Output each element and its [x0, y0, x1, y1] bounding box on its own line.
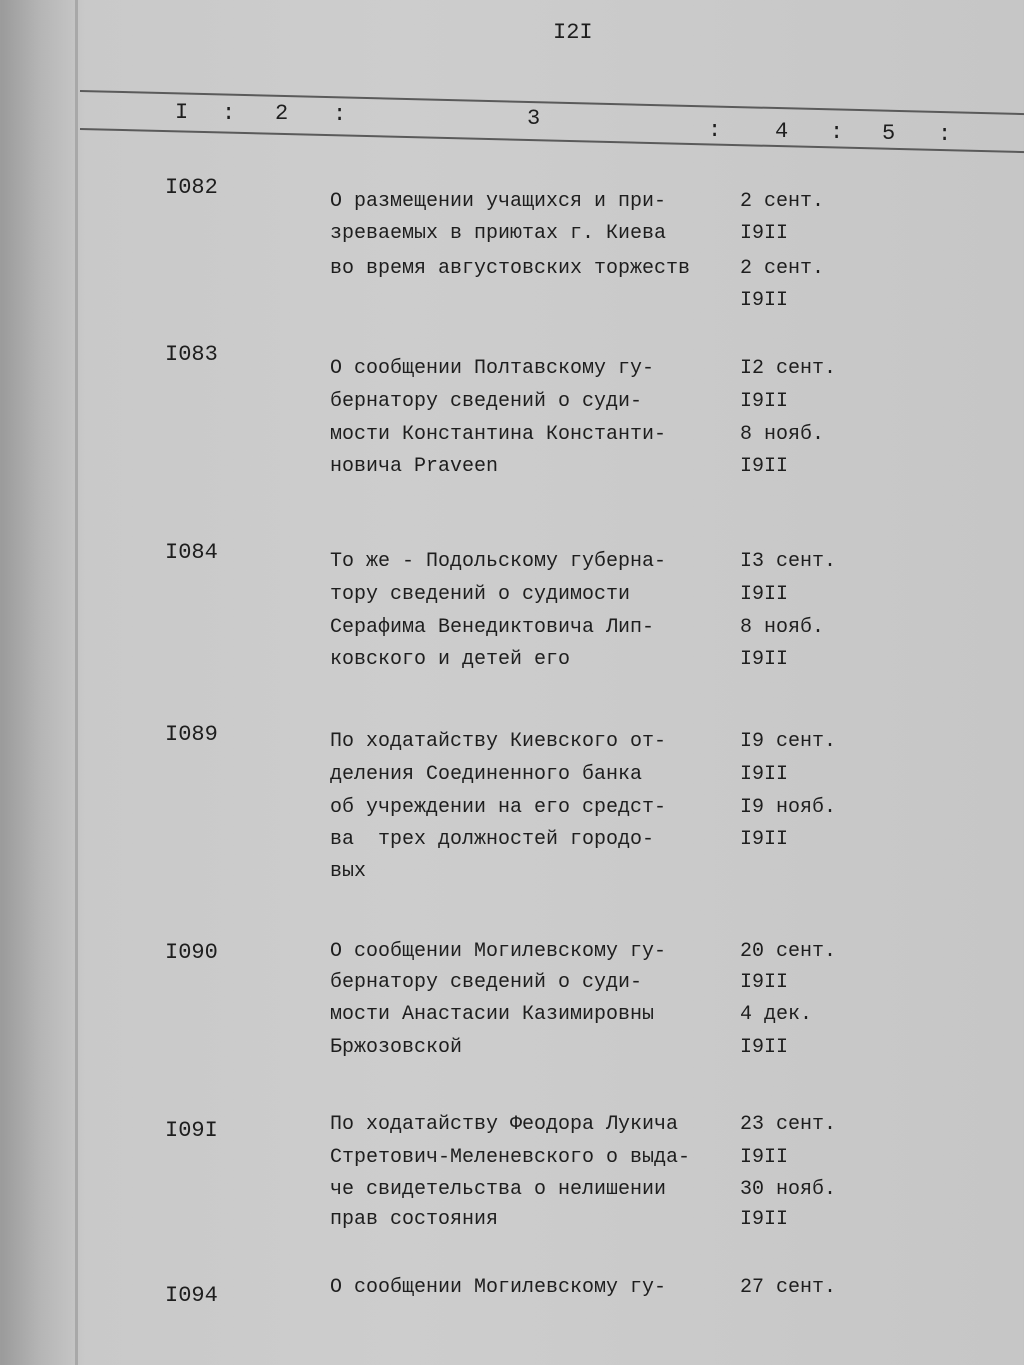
column-separator: :: [222, 101, 236, 126]
entry-text-line: По ходатайству Киевского от-: [330, 730, 667, 753]
entry-text-line: деления Соединенного банка: [330, 763, 643, 786]
entry-text-line: О сообщении Могилевскому гу-: [330, 1276, 667, 1299]
entry-date: 2 сент.: [740, 257, 825, 280]
entry-date: 23 сент.: [740, 1113, 837, 1136]
entry-date: 27 сент.: [740, 1276, 837, 1299]
entry-date: 4 дек.: [740, 1003, 813, 1026]
column-number: 5: [882, 121, 896, 146]
entry-date: I9II: [740, 1036, 789, 1059]
entry-date: 8 нояб.: [740, 616, 825, 639]
entry-text-line: об учреждении на его средст-: [330, 796, 667, 819]
entry-text-line: О размещении учащихся и при-: [330, 190, 667, 213]
entry-text-line: че свидетельства о нелишении: [330, 1178, 667, 1201]
entry-date: 30 нояб.: [740, 1178, 837, 1201]
entry-text-line: во время августовских торжеств: [330, 257, 691, 280]
entry-number: I083: [165, 342, 218, 367]
entry-date: I9II: [740, 1146, 789, 1169]
entry-date: I9II: [740, 583, 789, 606]
entry-date: I9II: [740, 455, 789, 478]
entry-date: I9II: [740, 390, 789, 413]
entry-date: 2 сент.: [740, 190, 825, 213]
entry-text-line: мости Константина Константи-: [330, 423, 667, 446]
entry-date: I3 сент.: [740, 550, 837, 573]
entry-date: I9II: [740, 648, 789, 671]
entry-date: I9II: [740, 1208, 789, 1231]
entry-text-line: вых: [330, 860, 367, 883]
column-number: 3: [527, 106, 541, 131]
entry-date: 20 сент.: [740, 940, 837, 963]
entry-text-line: ковского и детей его: [330, 648, 571, 671]
entry-date: I2 сент.: [740, 357, 837, 380]
entry-text-line: мости Анастасии Казимировны: [330, 1003, 655, 1026]
entry-text-line: новича Praveen: [330, 455, 499, 478]
entry-text-line: Бржозовской: [330, 1036, 463, 1059]
column-separator: :: [708, 118, 722, 143]
column-separator: :: [830, 120, 844, 145]
page-number: I2I: [553, 20, 593, 45]
entry-date: I9II: [740, 763, 789, 786]
entry-date: I9II: [740, 222, 789, 245]
entry-text-line: То же - Подольскому губерна-: [330, 550, 667, 573]
entry-text-line: тору сведений о судимости: [330, 583, 631, 606]
entry-date: I9II: [740, 971, 789, 994]
column-number: 4: [775, 119, 789, 144]
entry-text-line: ва трех должностей городо-: [330, 828, 655, 851]
page-binding-edge: [75, 0, 78, 1365]
column-number: I: [175, 100, 189, 125]
entry-text-line: По ходатайству Феодора Лукича: [330, 1113, 679, 1136]
entry-date: I9 нояб.: [740, 796, 837, 819]
entry-text-line: прав состояния: [330, 1208, 499, 1231]
entry-text-line: Серафима Венедиктовича Лип-: [330, 616, 655, 639]
entry-date: I9 сент.: [740, 730, 837, 753]
column-separator: :: [938, 122, 952, 147]
entry-number: I090: [165, 940, 218, 965]
entry-number: I084: [165, 540, 218, 565]
entry-date: 8 нояб.: [740, 423, 825, 446]
entry-number: I089: [165, 722, 218, 747]
column-number: 2: [275, 101, 289, 126]
entry-text-line: бернатору сведений о суди-: [330, 971, 643, 994]
entry-text-line: бернатору сведений о суди-: [330, 390, 643, 413]
entry-text-line: Стретович-Меленевского о выда-: [330, 1146, 691, 1169]
entry-number: I094: [165, 1283, 218, 1308]
entry-number: I09I: [165, 1118, 218, 1143]
column-separator: :: [333, 102, 347, 127]
entry-date: I9II: [740, 828, 789, 851]
entry-text-line: О сообщении Полтавскому гу-: [330, 357, 655, 380]
entry-number: I082: [165, 175, 218, 200]
entry-text-line: зреваемых в приютах г. Киева: [330, 222, 667, 245]
entry-date: I9II: [740, 289, 789, 312]
entry-text-line: О сообщении Могилевскому гу-: [330, 940, 667, 963]
